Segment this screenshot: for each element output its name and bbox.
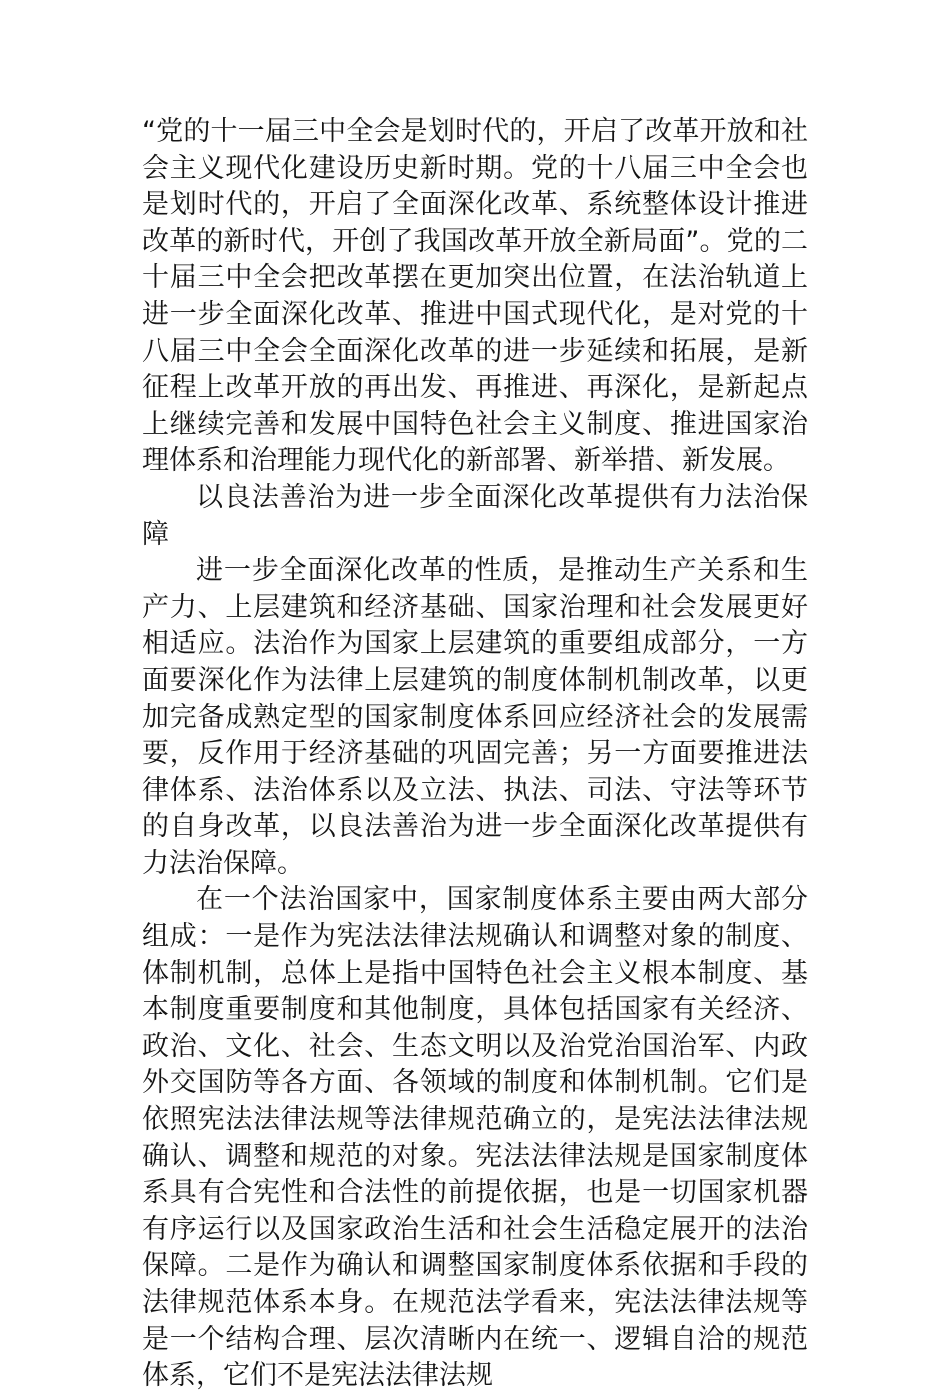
section-heading: 以良法善治为进一步全面深化改革提供有力法治保障 [142, 481, 808, 550]
paragraph-institutional-system: 在一个法治国家中，国家制度体系主要由两大部分组成：一是作为宪法法律法规确认和调整对象的制度、体制机制，总体上是指中国特色社会主义根本制度、基本制度重要制度和其他制度，具体包括国家有关经济、政治、文化、社会、生态文明以及治党治国治军、内政外交国防等各方面、各领域的制度和体制机制。它们是依照宪法法律法规等法律规范确立的，是宪法法律法规确认、调整和规范的对象。宪法法律法规是国家制度体系具有合宪性和合法性的前提依据，也是一切国家机器有序运行以及国家政治生活和社会生活稳定展开的法治保障。二是作为确认和调整国家制度体系依据和手段的法律规范体系本身。在规范法学看来，宪法法律法规等是一个结构合理、层次清晰内在统一、逻辑自洽的规范体系，它们不是宪法法律法规 [142, 884, 808, 1392]
paragraph-reform-nature: 进一步全面深化改革的性质，是推动生产关系和生产力、上层建筑和经济基础、国家治理和社会发展更好相适应。法治作为国家上层建筑的重要组成部分，一方面要深化作为法律上层建筑的制度体制机制改革，以更加完备成熟定型的国家制度体系回应经济社会的发展需要，反作用于经济基础的巩固完善；另一方面要推进法律体系、法治体系以及立法、执法、司法、守法等环节的自身改革，以良法善治为进一步全面深化改革提供有力法治保障。 [142, 555, 808, 879]
paragraph-intro: “党的十一届三中全会是划时代的，开启了改革开放和社会主义现代化建设历史新时期。党的十八届三中全会也是划时代的，开启了全面深化改革、系统整体设计推进改革的新时代，开创了我国改革开放全新局面”。党的二十届三中全会把改革摆在更加突出位置，在法治轨道上进一步全面深化改革、推进中国式现代化，是对党的十八届三中全会全面深化改革的进一步延续和拓展，是新征程上改革开放的再出发、再推进、再深化，是新起点上继续完善和发展中国特色社会主义制度、推进国家治理体系和治理能力现代化的新部署、新举措、新发展。 [142, 116, 808, 477]
document-body [142, 114, 808, 1395]
